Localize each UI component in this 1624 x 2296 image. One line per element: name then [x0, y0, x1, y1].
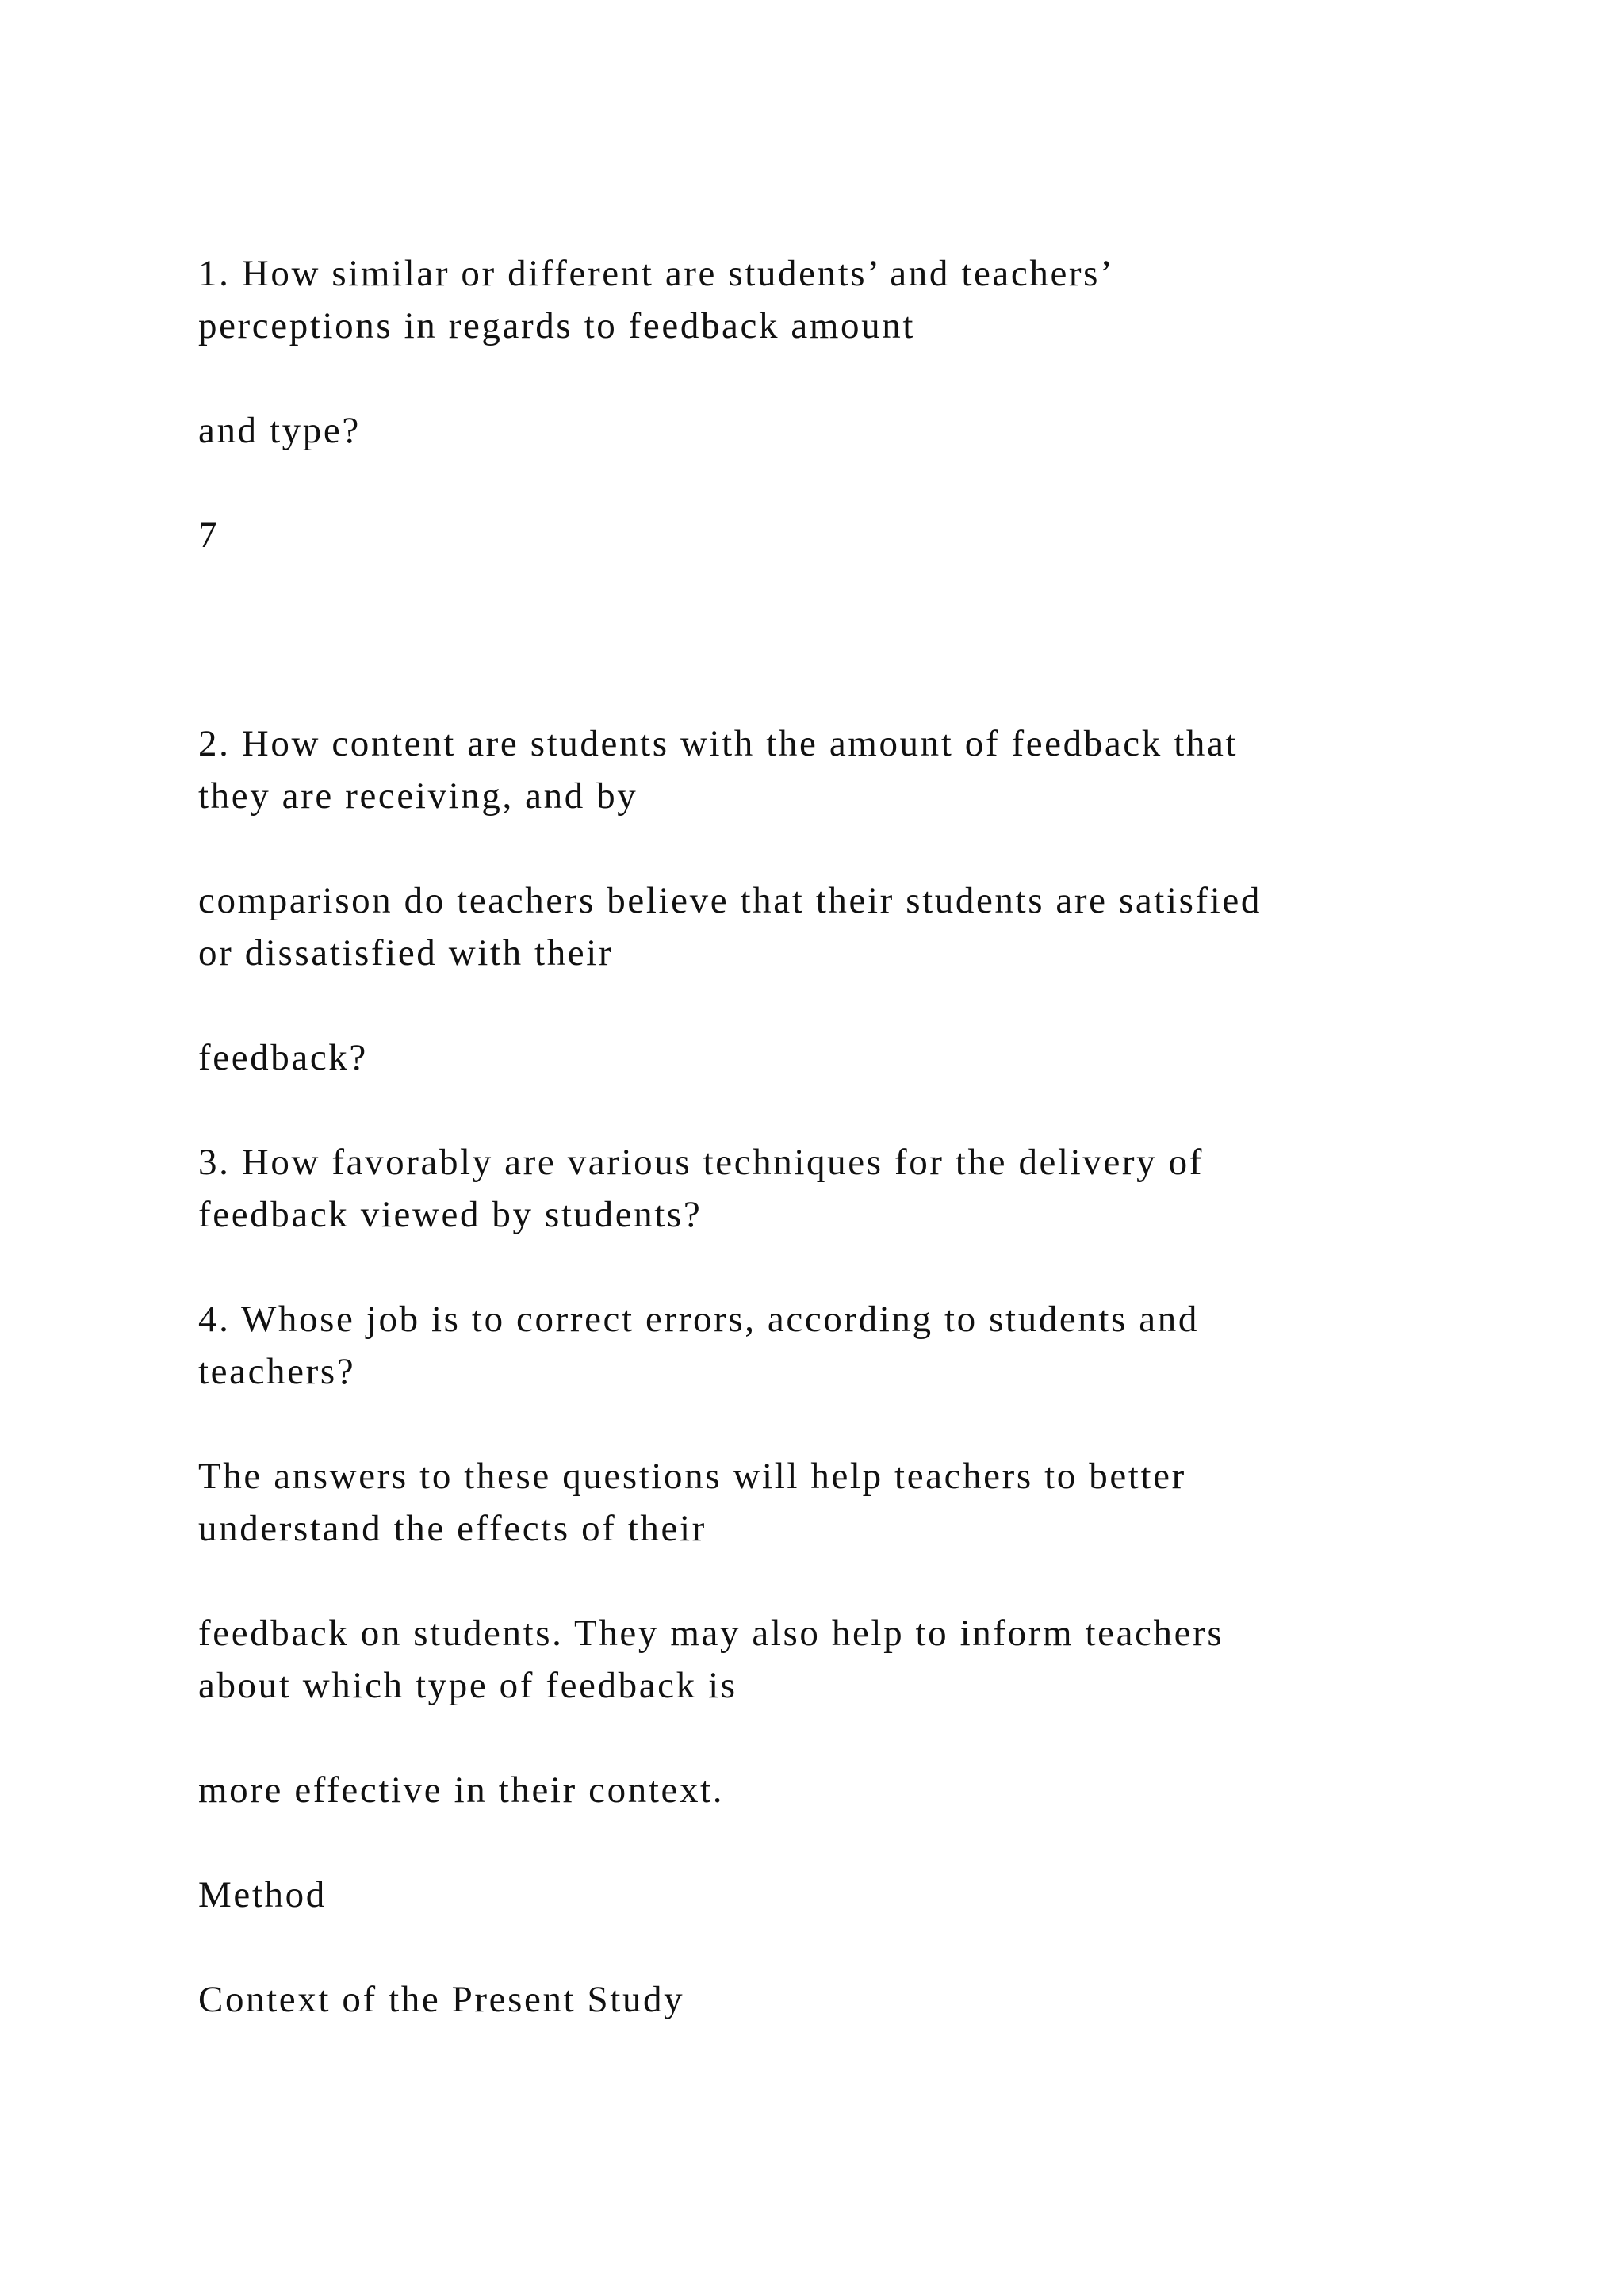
page-number: 7 [198, 515, 220, 556]
paragraph-line-1: The answers to these questions will help teachers to better [198, 1456, 1186, 1497]
subsection-heading-context: Context of the Present Study [198, 1979, 685, 2020]
question-2-line-3: comparison do teachers believe that their students are satisfied [198, 880, 1262, 921]
paragraph-line-3: feedback on students. They may also help to inform teachers [198, 1613, 1224, 1654]
paragraph-line-5: more effective in their context. [198, 1770, 725, 1811]
question-1-line-1: 1. How similar or different are students’ and teachers’ [198, 253, 1115, 294]
question-3-line-1: 3. How favorably are various techniques for the delivery of [198, 1142, 1204, 1183]
question-2-line-2: they are receiving, and by [198, 775, 638, 817]
question-2-line-1: 2. How content are students with the amount of feedback that [198, 723, 1239, 764]
paragraph-line-2: understand the effects of their [198, 1508, 707, 1549]
paragraph-line-4: about which type of feedback is [198, 1665, 737, 1706]
section-heading-method: Method [198, 1874, 327, 1915]
question-1-line-2: perceptions in regards to feedback amount [198, 305, 915, 346]
question-4-line-1: 4. Whose job is to correct errors, according to students and [198, 1299, 1199, 1340]
question-1-line-3: and type? [198, 410, 361, 451]
question-4-line-2: teachers? [198, 1351, 356, 1392]
question-2-line-5: feedback? [198, 1037, 368, 1078]
question-3-line-2: feedback viewed by students? [198, 1194, 703, 1235]
question-2-line-4: or dissatisfied with their [198, 932, 614, 974]
